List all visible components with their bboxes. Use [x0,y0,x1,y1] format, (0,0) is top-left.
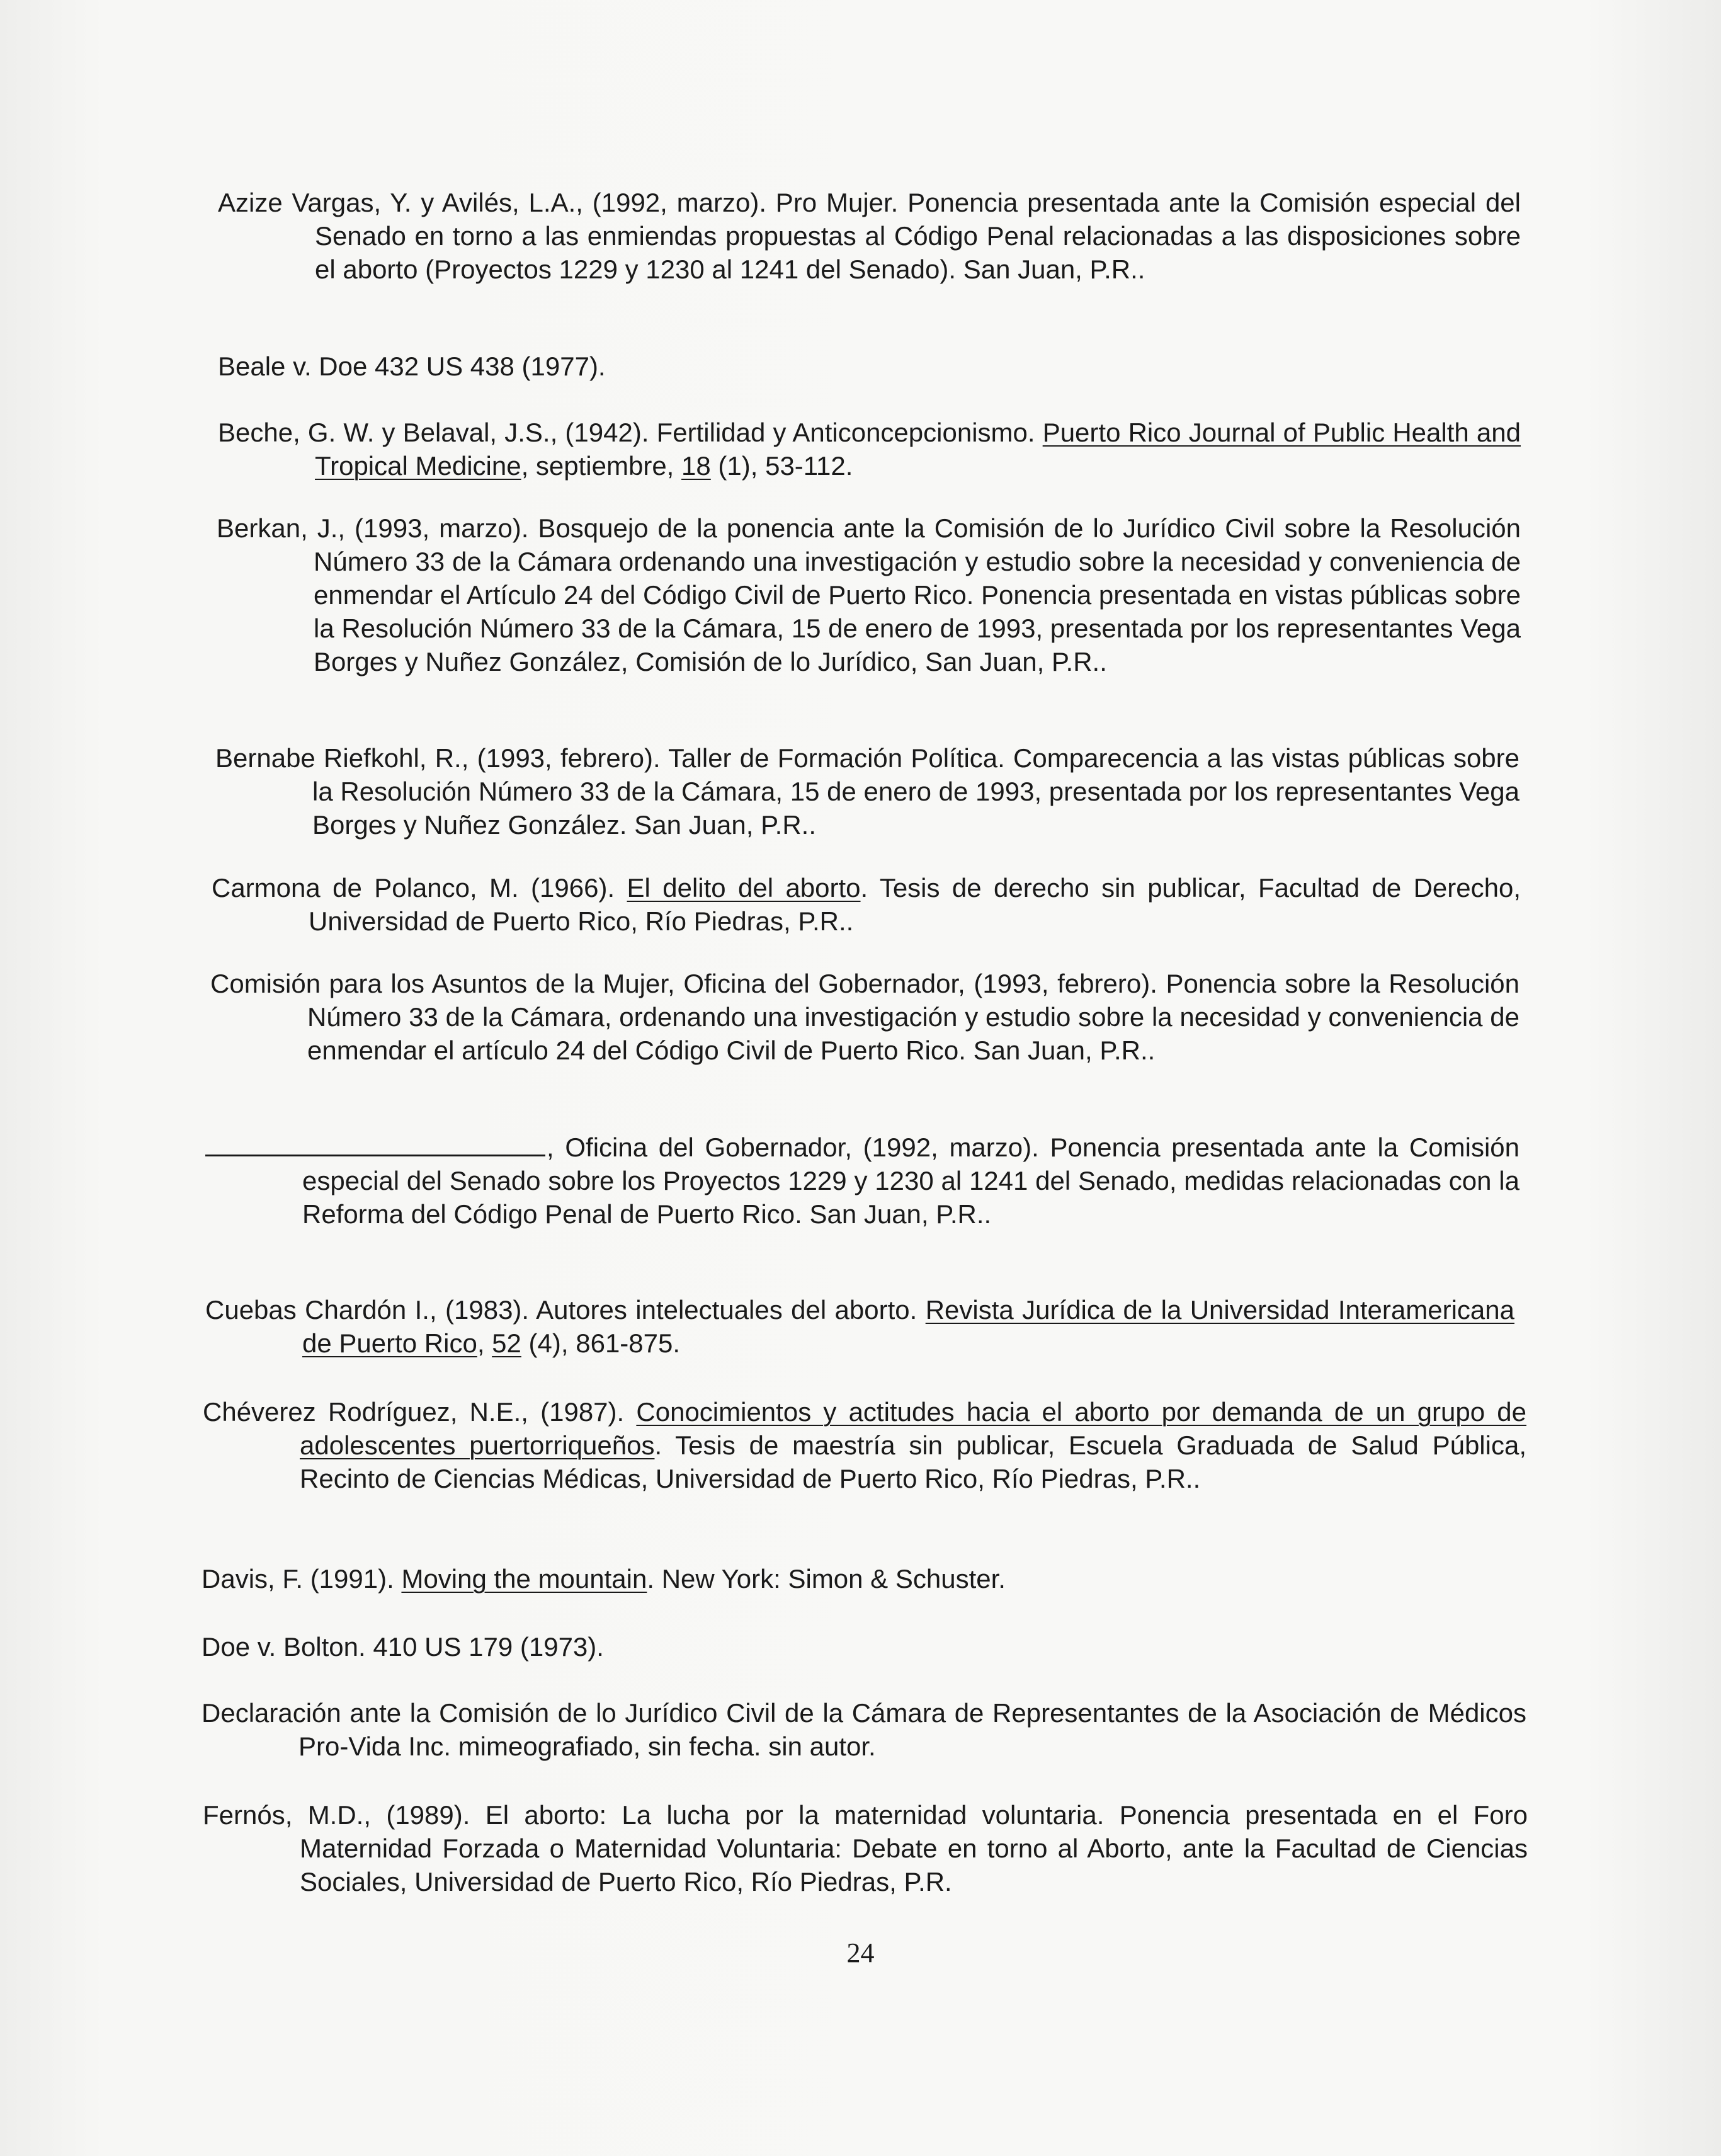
entry-text: Doe v. Bolton. 410 US 179 (1973). [202,1632,604,1662]
entry-text: . New York: Simon & Schuster. [647,1564,1006,1594]
reference-entry [202,1562,1520,1595]
underlined-title: 52 [492,1328,521,1358]
repeated-author-dash [205,1155,545,1156]
entry-text: Declaración ante la Comisión de lo Jurídico Civil de la Cámara de Representantes de la Asociación de Médicos Pro-Vida Inc. mimeografiado, sin fecha. sin autor. [202,1698,1526,1761]
entry-text: Comisión para los Asuntos de la Mujer, Oficina del Gobernador, (1993, febrero). Ponencia sobre la Resolución Número 33 de la Cámara, ordenando una investigación y estudio sobre la necesidad y conveniencia de enmendar el artículo 24 del Código Civil de Puerto Rico. San Juan, P.R.. [210,969,1519,1065]
reference-entry [218,350,1521,383]
underlined-title: El delito del aborto [627,873,861,903]
page-number: 24 [846,1937,875,1968]
entry-text: Bernabe Riefkohl, R., (1993, febrero). Taller de Formación Política. Comparecencia a las vistas públicas sobre la Resolución Número 33 de la Cámara, 15 de enero de 1993, presentada por los representantes Vega Borges y Nuñez González. San Juan, P.R.. [215,743,1519,840]
entry-text: , septiembre, [521,451,682,481]
underlined-title: Revista Jurídica de la Universidad Interamericana de Puerto Rico [302,1295,1514,1358]
reference-entry [203,1395,1526,1495]
entry-text: Davis, F. (1991). [202,1564,402,1594]
reference-entry [217,511,1521,678]
entry-text: Fernós, M.D., (1989). El aborto: La lucha por la maternidad voluntaria. Ponencia presentada en el Foro Maternidad Forzada o Maternidad Voluntaria: Debate en torno al Aborto, ante la Facultad de Ciencias Sociales, Universidad de Puerto Rico, Río Piedras, P.R. [203,1800,1528,1896]
entry-text: , [477,1328,492,1358]
entry-text: Beale v. Doe 432 US 438 (1977). [218,351,606,381]
entry-text: (1), 53-112. [710,451,853,481]
underlined-title: Puerto Rico Journal of Public Health and Tropical Medicine [315,418,1521,481]
reference-entry [202,1630,1520,1663]
entry-text: . Tesis de maestría sin publicar, Escuela Graduada de Salud Pública, Recinto de Ciencias Médicas, Universidad de Puerto Rico, Río Piedras, P.R.. [300,1430,1526,1493]
underlined-title: 18 [681,451,711,481]
entry-text: Cuebas Chardón I., (1983). Autores intelectuales del aborto. [205,1295,926,1325]
entry-text: (4), 861-875. [521,1328,681,1358]
reference-entry [202,1696,1526,1763]
entry-text: Carmona de Polanco, M. (1966). [212,873,627,903]
entry-text: Berkan, J., (1993, marzo). Bosquejo de la ponencia ante la Comisión de lo Jurídico Civil sobre la Resolución Número 33 de la Cámara ordenando una investigación y estudio sobre la necesidad y conveniencia de enmendar el Artículo 24 del Código Civil de Puerto Rico. Ponencia presentada en vistas públicas sobre la Resolución Número 33 de la Cámara, 15 de enero de 1993, presentada por los representantes Vega Borges y Nuñez González, Comisión de lo Jurídico, San Juan, P.R.. [217,513,1521,676]
entry-text: Chéverez Rodríguez, N.E., (1987). [203,1397,637,1427]
entry-text: . Tesis de derecho sin publicar, Facultad de Derecho, Universidad de Puerto Rico, Río Piedras, P.R.. [309,873,1521,936]
entry-text: Beche, G. W. y Belaval, J.S., (1942). Fertilidad y Anticoncepcionismo. [218,418,1043,447]
reference-entry [203,1798,1528,1898]
reference-entry [218,416,1521,482]
reference-entry [215,741,1519,841]
reference-entry [302,1131,1519,1231]
reference-entry [205,1293,1514,1360]
reference-entry [210,967,1519,1067]
reference-entry [212,871,1521,938]
underlined-title: Moving the mountain [401,1564,647,1594]
entry-text: Azize Vargas, Y. y Avilés, L.A., (1992, marzo). Pro Mujer. Ponencia presentada ante la Comisión especial del Senado en torno a las enmiendas propuestas al Código Penal relacionadas a las disposiciones sobre el aborto (Proyectos 1229 y 1230 al 1241 del Senado). San Juan, P.R.. [218,188,1521,284]
underlined-title: Conocimientos y actitudes hacia el aborto por demanda de un grupo de adolescentes puertorriqueños [300,1397,1526,1460]
reference-entry [218,186,1521,286]
entry-text: , Oficina del Gobernador, (1992, marzo). Ponencia presentada ante la Comisión especial del Senado sobre los Proyectos 1229 y 1230 al 1241 del Senado, medidas relacionadas con la Reforma del Código Penal de Puerto Rico. San Juan, P.R.. [302,1132,1519,1229]
